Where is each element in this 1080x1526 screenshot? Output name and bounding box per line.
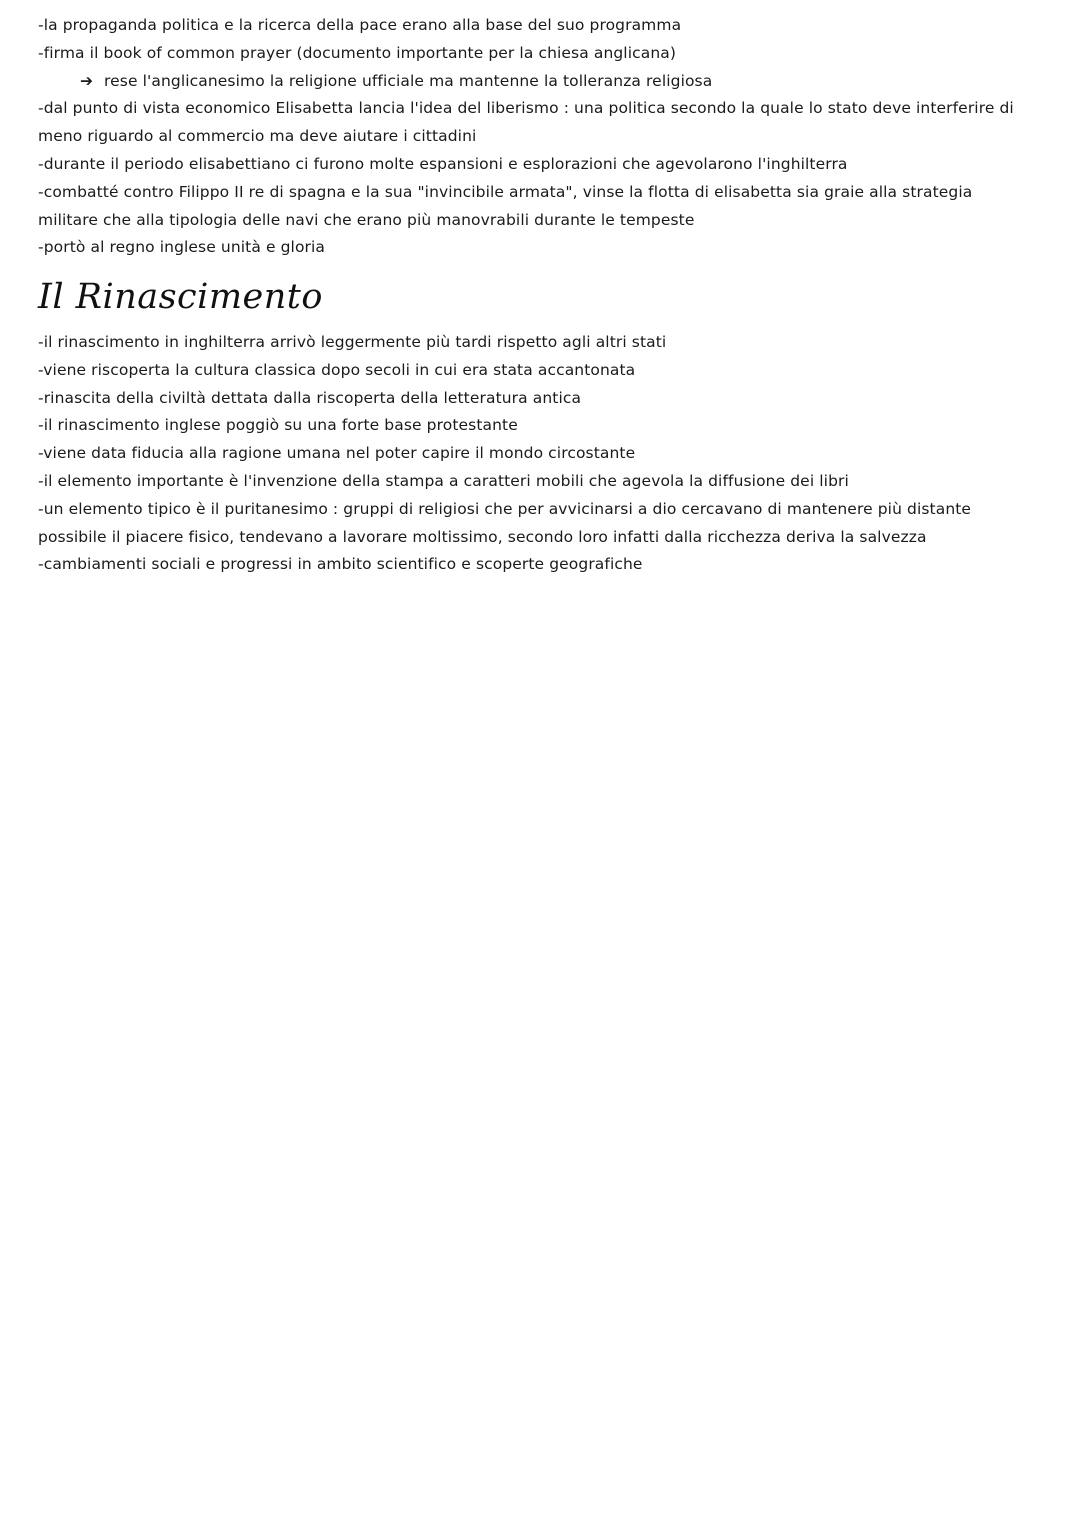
note-line-text: rese l'anglicanesimo la religione ufficiale ma mantenne la tolleranza religiosa bbox=[104, 71, 713, 90]
note-line: -cambiamenti sociali e progressi in ambito scientifico e scoperte geografiche bbox=[38, 555, 643, 574]
note-line: -durante il periodo elisabettiano ci furono molte espansioni e esplorazioni che agevolarono l'inghilterra bbox=[38, 154, 848, 173]
note-line: -dal punto di vista economico Elisabetta lancia l'idea del liberismo : una politica secondo la quale lo stato deve interferire di bbox=[38, 99, 1014, 118]
note-line: -la propaganda politica e la ricerca della pace erano alla base del suo programma bbox=[38, 16, 682, 34]
note-line: militare che alla tipologia delle navi che erano più manovrabili durante le tempeste bbox=[38, 210, 695, 229]
arrow-right-icon: ➔ bbox=[80, 71, 94, 90]
note-line: -il rinascimento inglese poggiò su una forte base protestante bbox=[38, 416, 518, 435]
note-line: -un elemento tipico è il puritanesimo : gruppi di religiosi che per avvicinarsi a dio cercavano di mantenere più distante bbox=[38, 499, 972, 518]
note-line: -viene riscoperta la cultura classica dopo secoli in cui era stata accantonata bbox=[38, 360, 636, 379]
note-line: -rinascita della civiltà dettata dalla riscoperta della letteratura antica bbox=[38, 388, 582, 407]
note-line: possibile il piacere fisico, tendevano a lavorare moltissimo, secondo loro infatti dalla ricchezza deriva la salvezza bbox=[38, 527, 927, 546]
note-line: -viene data fiducia alla ragione umana nel poter capire il mondo circostante bbox=[38, 444, 636, 463]
note-line: -firma il book of common prayer (documento importante per la chiesa anglicana) bbox=[38, 43, 677, 62]
note-line: -combatté contro Filippo II re di spagna e la sua "invincibile armata", vinse la flotta di elisabetta sia graie alla strategia bbox=[38, 182, 973, 201]
note-line: -portò al regno inglese unità e gloria bbox=[38, 238, 326, 257]
note-line: -il elemento importante è l'invenzione della stampa a caratteri mobili che agevola la diffusione dei libri bbox=[38, 471, 849, 490]
renaissance-notes bbox=[38, 329, 1048, 579]
note-line: meno riguardo al commercio ma deve aiutare i cittadini bbox=[38, 127, 477, 146]
note-line-arrow bbox=[38, 68, 1048, 96]
note-line: -il rinascimento in inghilterra arrivò leggermente più tardi rispetto agli altri stati bbox=[38, 333, 667, 351]
section-heading: Il Rinascimento bbox=[38, 277, 323, 317]
elizabeth-notes bbox=[38, 12, 1048, 262]
